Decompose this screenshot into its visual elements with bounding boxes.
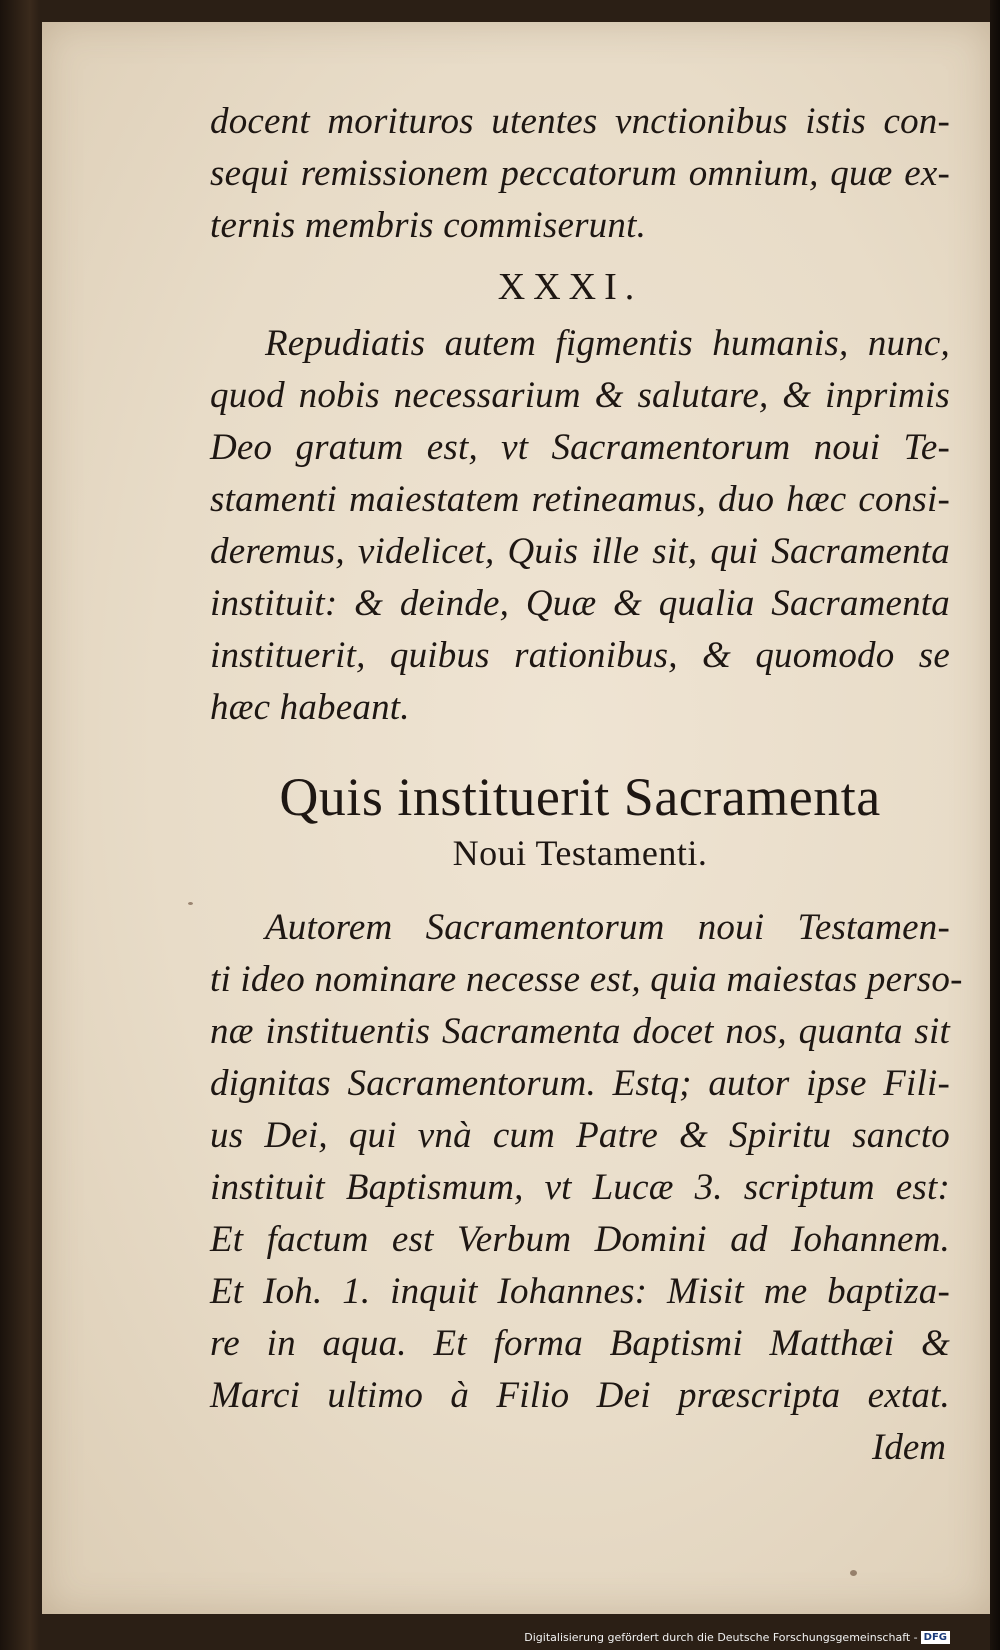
text-line: deremus, videlicet, Quis ille sit, qui Sacramenta — [210, 531, 950, 572]
text-line: docent morituros utentes vnctionibus istis con- — [210, 101, 950, 142]
paragraph-1 — [210, 96, 950, 252]
text-line: Autorem Sacramentorum noui Testamen- — [265, 907, 950, 948]
text-line: us Dei, qui vnà cum Patre & Spiritu sancto — [210, 1115, 950, 1156]
text-line: Et Ioh. 1. inquit Iohannes: Misit me baptiza- — [210, 1271, 950, 1312]
text-line: næ instituentis Sacramenta docet nos, quanta sit — [210, 1011, 950, 1052]
paragraph-3 — [210, 902, 963, 1422]
text-line: re in aqua. Et forma Baptismi Matthæi & — [210, 1323, 950, 1364]
text-line: Marci ultimo à Filio Dei præscripta extat. — [210, 1375, 950, 1416]
credit-text: Digitalisierung gefördert durch die Deutsche Forschungsgemeinschaft - — [524, 1630, 918, 1644]
text-line: instituit Baptismum, vt Lucæ 3. scriptum est: — [210, 1167, 950, 1208]
text-line: Et factum est Verbum Domini ad Iohannem. — [210, 1219, 950, 1260]
ink-spot — [188, 902, 193, 905]
text-line: instituerit, quibus rationibus, & quomodo se — [210, 635, 950, 676]
text-line: hæc habeant. — [210, 687, 410, 728]
ink-spot — [850, 1570, 857, 1576]
dfg-logo: DFG — [921, 1631, 950, 1644]
text-line: Deo gratum est, vt Sacramentorum noui Te- — [210, 427, 950, 468]
text-line: Repudiatis autem figmentis humanis, nunc, — [265, 323, 950, 364]
section-subheading: Noui Testamenti. — [452, 833, 708, 873]
section-numeral: XXXI. — [497, 266, 643, 308]
text-line: stamenti maiestatem retineamus, duo hæc consi- — [210, 479, 950, 520]
section-heading: Quis instituerit Sacramenta — [279, 767, 881, 827]
text-line: instituit: & deinde, Quæ & qualia Sacramenta — [210, 583, 950, 624]
text-line: quod nobis necessarium & salutare, & inprimis — [210, 375, 950, 416]
text-line: ternis membris commiserunt. — [210, 205, 647, 246]
scan-edge — [990, 0, 1000, 1650]
text-line: sequi remissionem peccatorum omnium, quæ ex- — [210, 153, 950, 194]
digitization-credit — [524, 1631, 950, 1645]
paragraph-2 — [210, 318, 950, 734]
text-line: dignitas Sacramentorum. Estq; autor ipse Fili- — [210, 1063, 950, 1104]
text-line: ti ideo nominare necesse est, quia maiestas perso- — [210, 959, 963, 1000]
catchword: Idem — [872, 1427, 946, 1468]
page-text — [210, 96, 963, 1474]
